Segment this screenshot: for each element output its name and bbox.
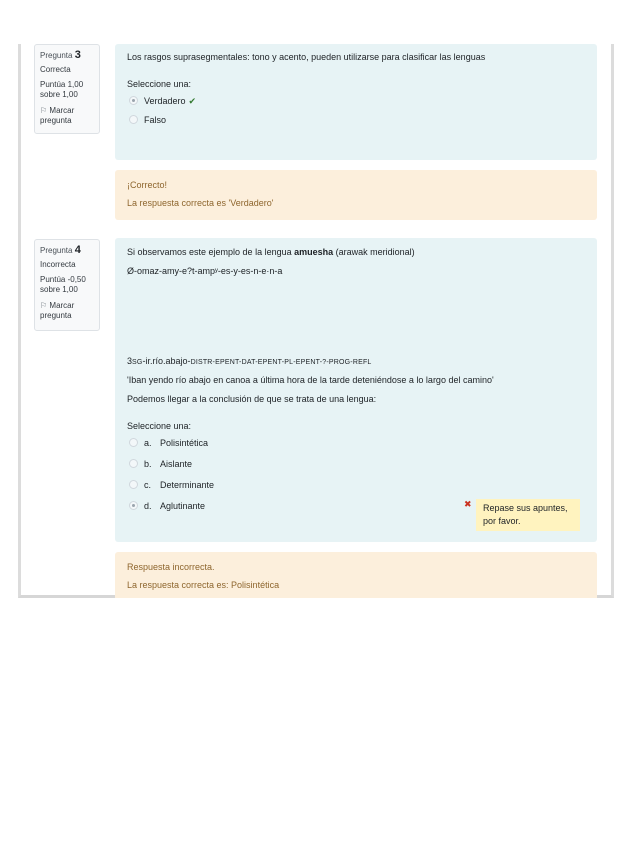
cross-icon: ✖: [464, 499, 472, 509]
question-number: Pregunta 3: [40, 49, 81, 61]
answer-option-c[interactable]: c. Determinante: [129, 480, 214, 490]
answer-option-d[interactable]: d. Aglutinante: [129, 501, 205, 511]
flag-icon: ⚐: [40, 106, 48, 115]
feedback-status: Respuesta incorrecta.: [127, 562, 215, 572]
question-info-3: [34, 44, 100, 134]
question-feedback-3: [115, 170, 597, 220]
example-word: Ø-omaz-amy-e?t-ampʸ-es-y-es-n-e·n-a: [127, 266, 283, 276]
question-state: Incorrecta: [40, 260, 76, 269]
question-state: Correcta: [40, 65, 71, 74]
check-icon: ✔: [188, 96, 197, 106]
question-info-4: [34, 239, 100, 331]
question-number-value: 4: [74, 244, 81, 256]
feedback-correct-answer: La respuesta correcta es: Polisintética: [127, 580, 280, 590]
radio-icon[interactable]: [129, 480, 138, 489]
question-prompt: Podemos llegar a la conclusión de que se trata de una lengua:: [127, 394, 377, 404]
example-translation: 'Iban yendo río abajo en canoa a última hora de la tarde deteniéndose a lo largo del camino': [127, 375, 494, 385]
question-number-value: 3: [74, 49, 81, 61]
question-number: Pregunta 4: [40, 244, 81, 256]
question-text: Los rasgos suprasegmentales: tono y acento, pueden utilizarse para clasificar las lenguas: [127, 52, 486, 62]
question-formulation-4: [115, 238, 597, 542]
radio-icon[interactable]: [129, 501, 138, 510]
radio-icon[interactable]: [129, 459, 138, 468]
question-grade: Puntúa 1,00 sobre 1,00: [40, 80, 84, 99]
answer-prompt: Seleccione una:: [127, 79, 192, 89]
radio-icon[interactable]: [129, 438, 138, 447]
answer-option-b[interactable]: b. Aislante: [129, 459, 192, 469]
answer-option-verdadero[interactable]: Verdadero ✔: [129, 96, 196, 107]
example-gloss: 3SG-ir.río.abajo-DISTR-EPENT-DAT-EPENT-PL-EPENT-?-PROG-REFL: [127, 356, 372, 366]
specific-feedback: Repase sus apuntes, por favor.: [476, 499, 580, 531]
question-text: Si observamos este ejemplo de la lengua amuesha (arawak meridional): [127, 247, 415, 257]
radio-icon[interactable]: [129, 115, 138, 124]
radio-icon[interactable]: [129, 96, 138, 105]
answer-prompt: Seleccione una:: [127, 421, 192, 431]
answer-option-falso[interactable]: Falso: [129, 115, 166, 125]
flag-question-link[interactable]: ⚐ Marcar pregunta: [40, 301, 75, 320]
feedback-correct-answer: La respuesta correcta es 'Verdadero': [127, 198, 274, 208]
flag-question-link[interactable]: ⚐ Marcar pregunta: [40, 106, 75, 125]
question-feedback-4: [115, 552, 597, 598]
flag-icon: ⚐: [40, 301, 48, 310]
question-grade: Puntúa -0,50 sobre 1,00: [40, 275, 86, 294]
feedback-status: ¡Correcto!: [127, 180, 168, 190]
question-formulation-3: [115, 44, 597, 160]
answer-option-a[interactable]: a. Polisintética: [129, 438, 208, 448]
